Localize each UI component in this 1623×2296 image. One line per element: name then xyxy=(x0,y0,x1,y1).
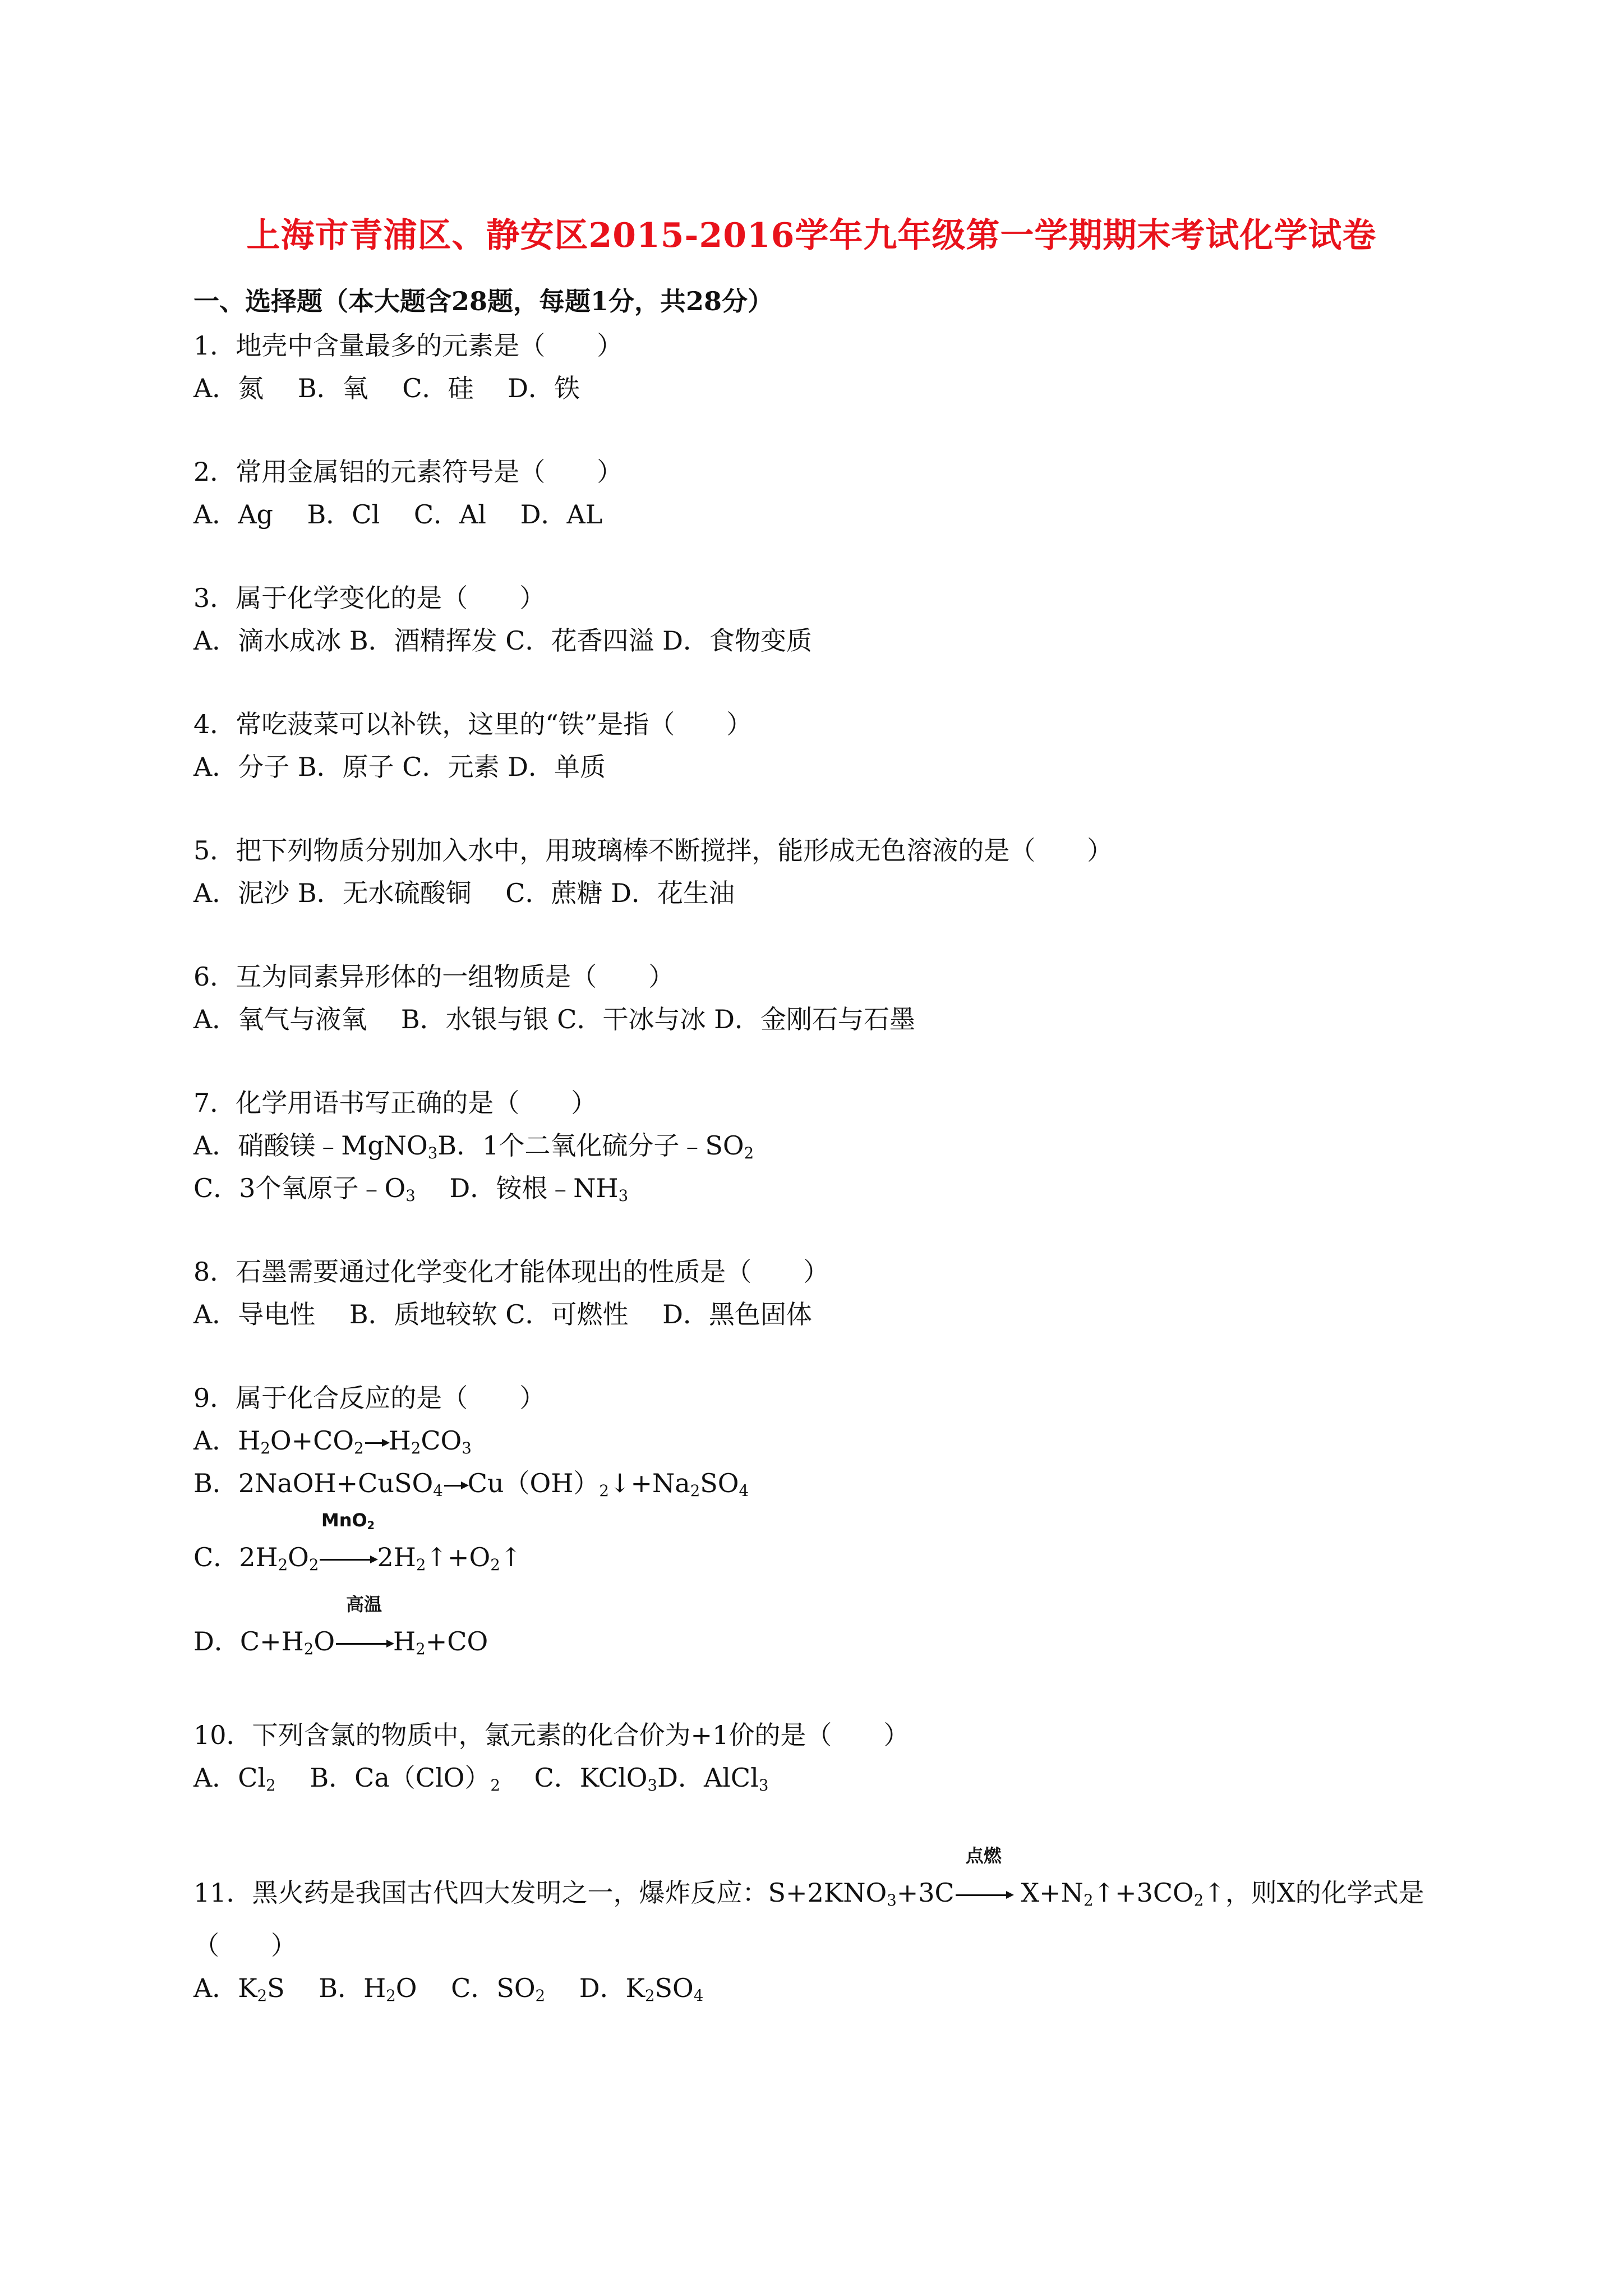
reaction-condition-arrow: MnO$_2$ xyxy=(320,1536,376,1579)
option-d: D．$C+H_2O$ 高温 $H_2+CO$ xyxy=(193,1589,1455,1673)
question-stem: 3．属于化学变化的是（ ） xyxy=(193,583,546,613)
option-c: C．$2H_2O_2$ MnO$_2$ $2H_2↑+O_2↑$ xyxy=(193,1504,1455,1589)
question-stem: 11．黑火药是我国古代四大发明之一，爆炸反应：$S+2KNO_3+3C$ 点燃 $X+N_2↑+3CO_2↑$，则X的化学式是 xyxy=(193,1840,1455,1924)
question-options: A．氧气与液氧 B．水银与银 C．干冰与冰 D．金刚石与石墨 xyxy=(193,1004,915,1034)
reaction-arrow xyxy=(444,1485,467,1487)
question-9 xyxy=(193,1377,1455,1673)
question-8 xyxy=(193,1250,1455,1336)
section-heading: 一、选择题（本大题含28题，每题1分，共28分） xyxy=(193,286,774,316)
question-options: A．导电性 B．质地较软 C．可燃性 D．黑色固体 xyxy=(193,1299,812,1329)
question-1 xyxy=(193,324,1455,409)
question-stem: 2．常用金属铝的元素符号是（ ） xyxy=(193,457,623,487)
question-options: A．滴水成冰 B．酒精挥发 C．花香四溢 D．食物变质 xyxy=(193,625,812,656)
question-stem: 1．地壳中含量最多的元素是（ ） xyxy=(193,330,623,361)
question-options-ab: A．硝酸镁﹣MgNO$_3$B．1个二氧化硫分子$﹣SO_2$ xyxy=(193,1130,754,1162)
question-7 xyxy=(193,1082,1455,1209)
question-options: A．泥沙 B．无水硫酸铜 C．蔗糖 D．花生油 xyxy=(193,878,735,908)
question-stem: 5．把下列物质分别加入水中，用玻璃棒不断搅拌，能形成无色溶液的是（ ） xyxy=(193,835,1113,866)
question-stem: 6．互为同素异形体的一组物质是（ ） xyxy=(193,961,675,992)
reaction-condition-arrow: 高温 xyxy=(336,1620,392,1663)
question-stem: 10．下列含氯的物质中，氯元素的化合价为+1价的是（ ） xyxy=(193,1720,910,1750)
question-11 xyxy=(193,1840,1455,2009)
option-b: B．2NaOH+CuSO$_4$ $Cu(OH)_2↓+Na_2SO_4$ xyxy=(193,1468,749,1500)
reaction-arrow xyxy=(365,1442,388,1444)
question-stem: 9．属于化合反应的是（ ） xyxy=(193,1383,546,1413)
option-a: A．$H_2O+CO_2$ $H_2CO_3$ xyxy=(193,1425,472,1457)
question-options: A．$K_2S$ B．$H_2O$ C．$SO_2$ D．$K_2SO_4$ xyxy=(193,1973,704,2005)
question-3 xyxy=(193,577,1455,662)
question-options: A．$Cl_2$ B．$Ca(ClO)_2$ C．KClO$_3$D．AlCl$_3$ xyxy=(193,1763,769,1795)
reaction-condition-arrow: 点燃 xyxy=(956,1871,1012,1914)
question-10 xyxy=(193,1714,1455,1799)
question-options: A．分子 B．原子 C．元素 D．单质 xyxy=(193,752,606,782)
question-6 xyxy=(193,955,1455,1041)
question-stem: 8．石墨需要通过化学变化才能体现出的性质是（ ） xyxy=(193,1257,829,1287)
exam-title: 上海市青浦区、静安区2015-2016学年九年级第一学期期末考试化学试卷 xyxy=(246,216,1377,255)
question-stem: 7．化学用语书写正确的是（ ） xyxy=(193,1088,597,1118)
question-options: A．Ag B．Cl C．Al D．AL xyxy=(193,499,603,530)
question-2 xyxy=(193,450,1455,536)
question-4 xyxy=(193,703,1455,788)
question-options: A．氮 B．氧 C．硅 D．铁 xyxy=(193,373,580,403)
question-stem-cont: （ ） xyxy=(193,1930,297,1961)
question-5 xyxy=(193,829,1455,914)
question-options-cd: C．3个氧原子$﹣O_3$ D．铵根$﹣NH_3$ xyxy=(193,1173,629,1205)
question-stem: 4．常吃菠菜可以补铁，这里的“铁”是指（ ） xyxy=(193,709,753,739)
